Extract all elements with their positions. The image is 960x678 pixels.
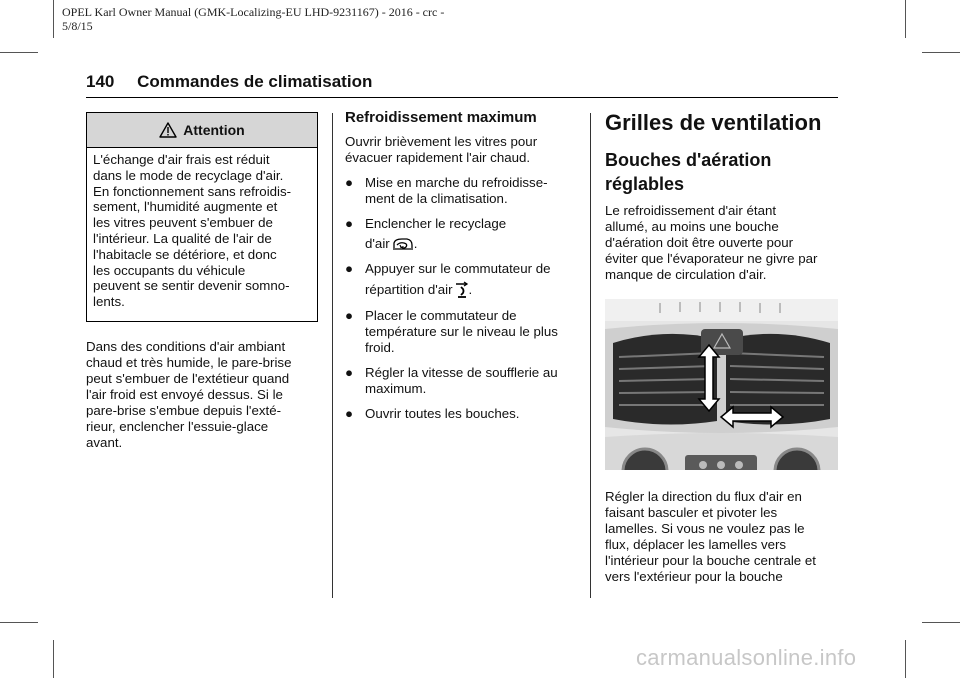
list-item	[345, 308, 583, 356]
max-cooling-heading: Refroidissement maximum	[345, 109, 537, 126]
text-line: L'échange d'air frais est réduit	[93, 152, 270, 167]
air-vent-photo-image	[605, 299, 838, 470]
watermark: carmanualsonline.info	[636, 645, 857, 670]
vents-heading: Grilles de ventilation	[605, 110, 822, 135]
text-line: froid.	[365, 340, 395, 355]
warning-box	[86, 112, 318, 322]
text-line: l'intérieur pour la bouche centrale et	[605, 553, 816, 568]
crop-mark	[0, 622, 38, 623]
text-line: les occupants du véhicule	[93, 262, 246, 278]
warning-text	[87, 148, 317, 314]
text-line: Ouvrir brièvement les vitres pour	[345, 134, 538, 149]
text-line: pare-brise s'embue depuis l'exté-	[86, 403, 282, 418]
text-line: flux, déplacer les lamelles vers	[605, 537, 787, 552]
text-line: Appuyer sur le commutateur de	[365, 261, 551, 276]
text-line: dans le mode de recyclage d'air.	[93, 167, 284, 183]
text-line: température sur le niveau le plus	[365, 324, 558, 339]
list-item	[345, 175, 583, 207]
text-line: l'intérieur. La qualité de l'air de	[93, 230, 272, 246]
header-rule	[86, 97, 838, 98]
text-line: En fonctionnement sans refroidis-	[93, 183, 292, 199]
bullet-marker: ●	[345, 365, 354, 380]
text-line: les vitres peuvent s'embuer de	[93, 215, 273, 231]
text-line: chaud et très humide, le pare-brise	[86, 355, 292, 370]
crop-mark	[0, 52, 38, 53]
air-recirculation-icon	[392, 237, 414, 251]
print-date: 5/8/15	[62, 19, 93, 33]
section-title: Commandes de climatisation	[137, 72, 373, 91]
text-line: d'air	[365, 236, 390, 251]
column-1-paragraph	[86, 339, 322, 451]
text-line: manque de circulation d'air.	[605, 267, 767, 282]
text-line: maximum.	[365, 381, 427, 396]
text-line: l'habitacle se détériore, et donc	[93, 246, 277, 262]
text-line: Régler la direction du flux d'air en	[605, 489, 802, 504]
text-line: éviter que l'évaporateur ne givre par	[605, 251, 818, 266]
text-line: Dans des conditions d'air ambiant	[86, 339, 286, 354]
page-heading	[86, 72, 372, 92]
text-line: lamelles. Si vous ne voulez pas le	[605, 521, 805, 536]
text-line: faisant basculer et pivoter les	[605, 505, 778, 520]
warning-triangle-icon	[159, 122, 177, 138]
text-line: vers l'extérieur pour la bouche	[605, 569, 783, 584]
text-line: l'air froid est envoyé dessus. Si le	[86, 387, 283, 402]
vents-paragraph	[605, 203, 841, 283]
text-line: d'aération doit être ouverte pour	[605, 235, 794, 250]
list-item	[345, 406, 583, 422]
text-line: Ouvrir toutes les bouches.	[365, 406, 520, 421]
text-line: peuvent se sentir devenir somno-	[93, 278, 290, 294]
adjustable-vents-subheading	[605, 148, 841, 196]
list-item	[345, 216, 583, 252]
text-line: évacuer rapidement l'air chaud.	[345, 150, 531, 165]
document-header	[62, 5, 444, 33]
vent-direction-paragraph	[605, 489, 841, 585]
crop-mark	[905, 0, 906, 38]
bullet-marker: ●	[345, 216, 354, 231]
bullet-marker: ●	[345, 175, 354, 190]
manual-title: OPEL Karl Owner Manual (GMK-Localizing-EU LHD-9231167) - 2016 - crc -	[62, 5, 445, 19]
text-line: sement, l'humidité augmente et	[93, 199, 278, 215]
bullet-marker: ●	[345, 261, 354, 276]
list-item	[345, 261, 583, 299]
text-line: Bouches d'aération	[605, 150, 772, 170]
text-line: avant.	[86, 435, 123, 450]
crop-mark	[53, 0, 54, 38]
air-distribution-icon	[455, 281, 469, 299]
text-line: réglables	[605, 174, 685, 194]
bullet-marker: ●	[345, 406, 354, 421]
column-2	[345, 110, 583, 422]
intro-paragraph	[345, 134, 583, 166]
text-line: Le refroidissement d'air étant	[605, 203, 777, 218]
text-line: ment de la climatisation.	[365, 191, 508, 206]
text-line: répartition d'air	[365, 282, 453, 297]
bullet-marker: ●	[345, 308, 354, 323]
text-line: rieur, enclencher l'essuie-glace	[86, 419, 269, 434]
text-line: Mise en marche du refroidisse-	[365, 175, 548, 190]
warning-header	[87, 113, 317, 148]
column-divider	[332, 113, 333, 598]
text-line: lents.	[93, 294, 125, 310]
column-divider	[590, 113, 591, 598]
warning-title: Attention	[183, 122, 245, 138]
crop-mark	[53, 640, 54, 678]
text-line: Placer le commutateur de	[365, 308, 517, 323]
crop-mark	[905, 640, 906, 678]
text-line: Enclencher le recyclage	[365, 216, 507, 231]
list-item	[345, 365, 583, 397]
crop-mark	[922, 622, 960, 623]
crop-mark	[922, 52, 960, 53]
page-number: 140	[86, 72, 115, 91]
text-line: peut s'embuer de l'extétieur quand	[86, 371, 290, 386]
text-line: Régler la vitesse de soufflerie au	[365, 365, 558, 380]
column-3	[605, 110, 841, 283]
period: .	[468, 282, 473, 297]
air-vent-illustration	[605, 299, 838, 470]
text-line: allumé, au moins une bouche	[605, 219, 779, 234]
period: .	[413, 236, 418, 251]
